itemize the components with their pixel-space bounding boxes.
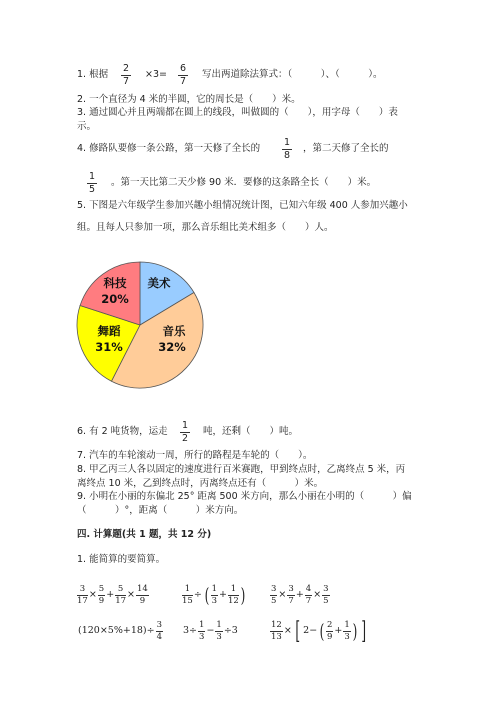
q4-fraction-1: $\frac{1}{8}$ — [283, 137, 291, 161]
q6-fraction: $\frac{1}{2}$ — [181, 420, 189, 444]
q3-line2: 示。 — [77, 121, 97, 132]
q5-line2: 组。且每人只参加一项，那么音乐组比美术组多（ ）人。 — [77, 222, 334, 233]
pie-chart — [75, 260, 205, 390]
q1-fraction-2: $\frac{6}{7}$ — [179, 63, 187, 87]
expr-1: $\frac{3}{17}$ × $\frac{5}{9}$ + $\frac{5}{17}$ × $\frac{14}{9}$ — [77, 584, 148, 606]
expr-6: $\frac{12}{13}$ × [ 2− ( $\frac{2}{9}$ + $\frac{1}{3}$ ) ] — [271, 617, 366, 645]
q4-mid: ，第二天修了全长的 — [303, 143, 389, 154]
q9-line2: （ ）°，距离（ ）米方向。 — [77, 505, 244, 516]
section4-q1: 1. 能简算的要简算。 — [77, 554, 166, 565]
slice-music-label: 音乐 — [162, 324, 186, 338]
q1-suffix: 写出两道除法算式：（ ）、（ ）。 — [202, 69, 383, 80]
q8-line2: 离终点 10 米，乙到终点时，丙离终点还有（ ）米。 — [77, 478, 324, 489]
expr-5: 3÷ $\frac{1}{3}$ − $\frac{1}{3}$ ÷3 — [183, 620, 238, 642]
q4-fraction-2: $\frac{1}{5}$ — [88, 171, 96, 195]
q9-line1: 9. 小明在小丽的东偏北 25° 距离 500 米方向，那么小丽在小明的（ ）偏 — [77, 491, 412, 502]
q1-prefix: 1. 根据 — [77, 69, 109, 80]
expr-2: $\frac{1}{15}$ ÷ ( $\frac{1}{3}$ + $\frac{1}{12}$ ) — [182, 583, 246, 607]
q7-text: 7. 汽车的车轮滚动一周，所行的路程是车轮的（ ）。 — [77, 450, 313, 461]
q6-suffix: 吨，还剩（ ）吨。 — [203, 426, 299, 437]
q4-prefix: 4. 修路队要修一条公路，第一天修了全长的 — [77, 143, 261, 154]
q4-line2: 。第一天比第二天少修 90 米．要修的这条路全长（ ）米。 — [111, 177, 377, 188]
slice-music-percent: 32% — [158, 340, 186, 354]
q1-fraction-1: $\frac{2}{7}$ — [122, 63, 130, 87]
expr-4: (120×5%+18)÷ $\frac{3}{4}$ — [78, 620, 163, 642]
q2-text: 2. 一个直径为 4 米的半圆，它的周长是（ ）米。 — [77, 94, 301, 105]
q8-line1: 8. 甲乙丙三人各以固定的速度进行百米赛跑，甲到终点时，乙离终点 5 米，丙 — [77, 464, 406, 475]
q1-mid: ×3= — [145, 69, 167, 80]
expr-3: $\frac{3}{5}$ × $\frac{3}{7}$ + $\frac{4}{7}$ × $\frac{3}{5}$ — [271, 584, 329, 606]
slice-tech-percent: 20% — [101, 292, 129, 306]
slice-art-label: 美术 — [147, 276, 171, 290]
q3-line1: 3. 通过圆心并且两端都在圆上的线段，叫做圆的（ ），用字母（ ）表 — [77, 107, 398, 118]
slice-tech-label: 科技 — [103, 276, 127, 290]
slice-dance-percent: 31% — [95, 340, 123, 354]
slice-dance-label: 舞蹈 — [97, 324, 121, 338]
q6-prefix: 6. 有 2 吨货物，运走 — [77, 426, 168, 437]
q5-line1: 5. 下图是六年级学生参加兴趣小组情况统计图，已知六年级 400 人参加兴趣小 — [77, 200, 408, 211]
section4-heading: 四. 计算题(共 1 题，共 12 分) — [77, 529, 212, 540]
